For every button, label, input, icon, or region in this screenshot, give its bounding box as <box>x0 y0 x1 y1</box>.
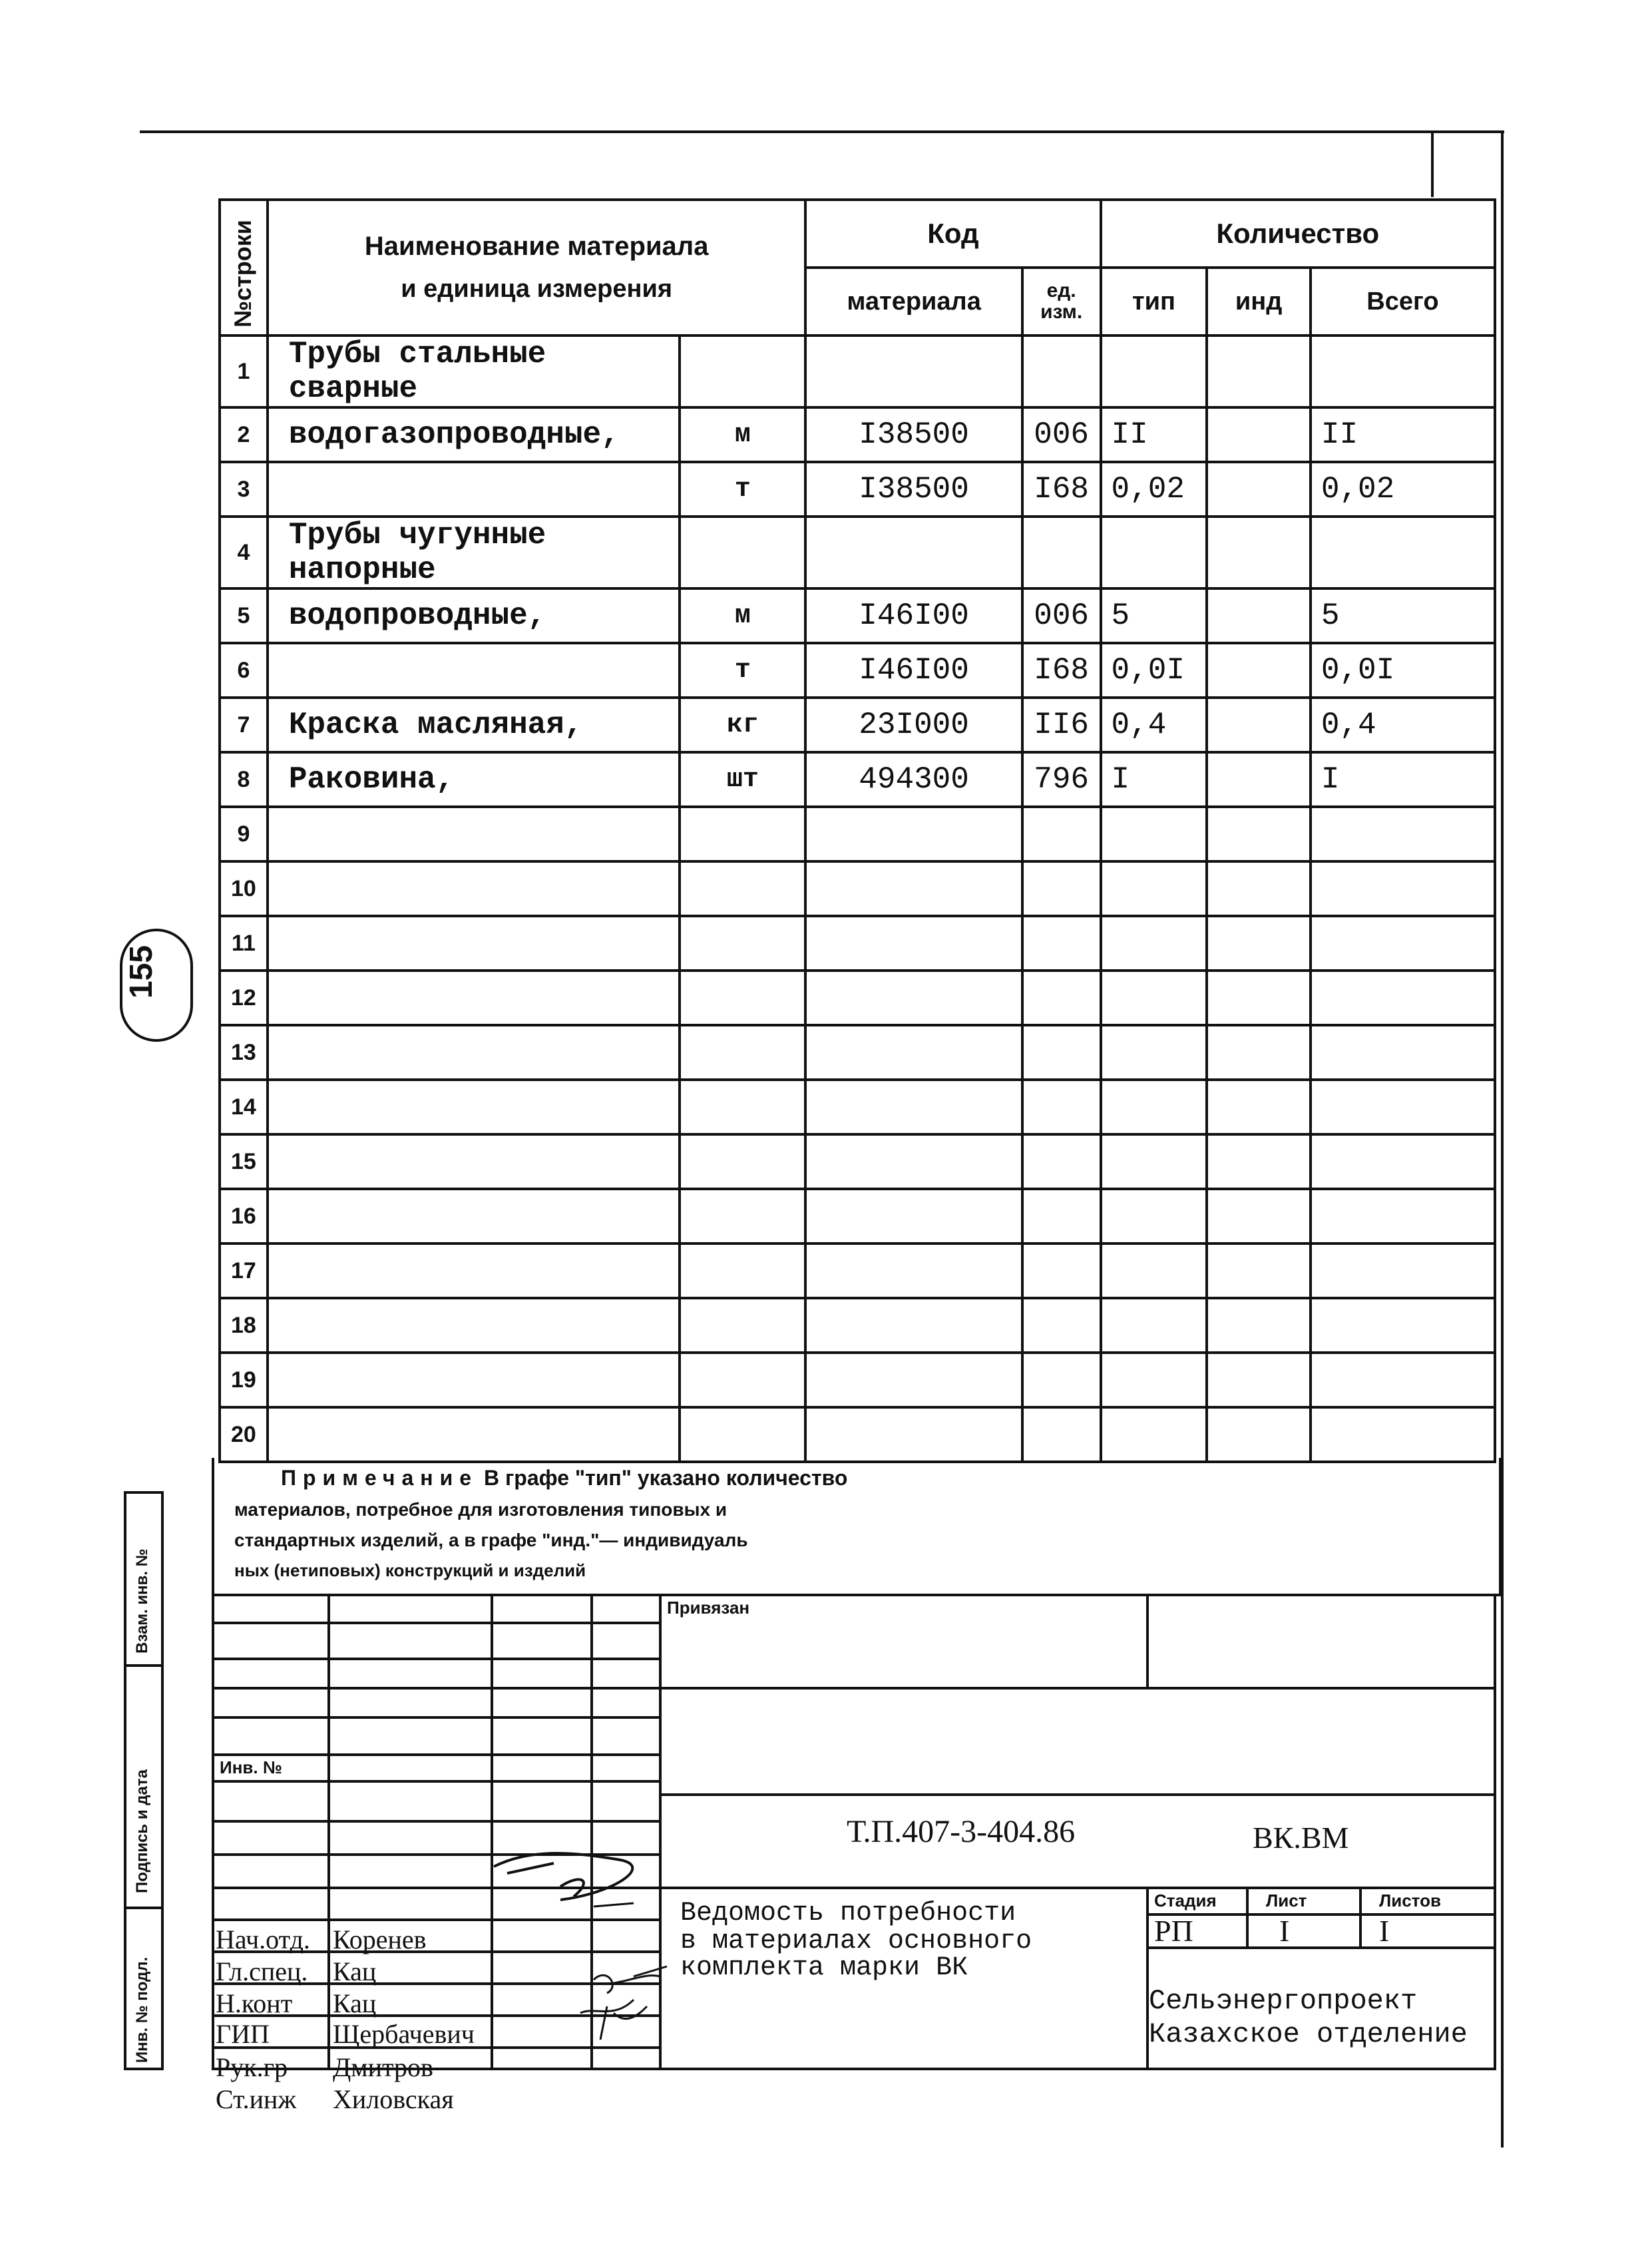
row-qty-type <box>1101 861 1207 916</box>
row-qty-ind <box>1207 807 1311 861</box>
table-row <box>220 1025 1495 1080</box>
row-unit-code <box>1022 807 1101 861</box>
signer-role: Нач.отд. <box>216 1924 310 1954</box>
row-unit-code <box>1022 1080 1101 1134</box>
row-qty-type <box>1101 1407 1207 1462</box>
row-unit <box>680 1353 805 1407</box>
row-unit: шт <box>680 752 805 807</box>
row-qty-type <box>1101 336 1207 407</box>
row-qty-ind <box>1207 1189 1311 1243</box>
row-qty-type <box>1101 1134 1207 1189</box>
row-qty-ind <box>1207 1407 1311 1462</box>
row-material-code <box>805 1298 1022 1353</box>
table-row <box>220 336 1495 407</box>
row-name <box>268 1025 680 1080</box>
signer-role: Гл.спец. <box>216 1956 308 1986</box>
table-row <box>220 517 1495 588</box>
row-number: 2 <box>220 407 268 462</box>
row-qty-type <box>1101 1189 1207 1243</box>
row-material-code <box>805 807 1022 861</box>
inv-no-label: Инв. № <box>220 1757 282 1777</box>
doc-title-2: в материалах основного <box>680 1926 1032 1956</box>
row-qty-type <box>1101 807 1207 861</box>
row-material-code <box>805 1407 1022 1462</box>
table-row <box>220 1189 1495 1243</box>
row-name <box>268 643 680 698</box>
table-row <box>220 807 1495 861</box>
row-material-code <box>805 971 1022 1025</box>
row-name <box>268 1189 680 1243</box>
col-code-header: Код <box>805 200 1100 268</box>
table-row <box>220 1134 1495 1189</box>
row-unit <box>680 517 805 588</box>
row-qty-type <box>1101 1243 1207 1298</box>
row-material-code: 23I000 <box>805 698 1022 752</box>
note-lead: Примечание <box>281 1466 479 1490</box>
row-unit <box>680 1407 805 1462</box>
col-qty-type-header: тип <box>1101 268 1207 336</box>
row-unit-code: 796 <box>1022 752 1101 807</box>
signer-name: Дмитров <box>333 2052 433 2082</box>
row-material-code: I38500 <box>805 407 1022 462</box>
signer-name: Кац <box>333 1956 377 1986</box>
row-number: 5 <box>220 588 268 643</box>
row-material-code: I38500 <box>805 462 1022 517</box>
signer-name: Коренев <box>333 1924 427 1954</box>
page-number: 155 <box>120 929 193 1042</box>
row-name: Трубы стальные сварные <box>268 336 680 407</box>
row-material-code <box>805 336 1022 407</box>
col-num-header: №строки <box>220 200 268 336</box>
sheet-value: I <box>1279 1914 1290 1948</box>
row-qty-total <box>1311 517 1495 588</box>
row-qty-ind <box>1207 462 1311 517</box>
row-number: 7 <box>220 698 268 752</box>
row-qty-type: 5 <box>1101 588 1207 643</box>
row-unit-code <box>1022 1243 1101 1298</box>
row-unit-code <box>1022 1189 1101 1243</box>
row-number: 9 <box>220 807 268 861</box>
row-qty-ind <box>1207 861 1311 916</box>
signer-role: Н.конт <box>216 1988 293 2018</box>
row-number: 14 <box>220 1080 268 1134</box>
table-row <box>220 1407 1495 1462</box>
side-strip <box>124 1491 164 2070</box>
row-qty-type: 0,0I <box>1101 643 1207 698</box>
table-row <box>220 462 1495 517</box>
row-material-code <box>805 517 1022 588</box>
row-unit <box>680 1189 805 1243</box>
row-qty-type <box>1101 1298 1207 1353</box>
row-number: 19 <box>220 1353 268 1407</box>
row-material-code <box>805 916 1022 971</box>
table-row <box>220 698 1495 752</box>
signer-name: Щербачевич <box>333 2019 475 2049</box>
row-qty-ind <box>1207 1080 1311 1134</box>
note-line-2: материалов, потребное для изготовления типовых и <box>234 1499 727 1520</box>
row-name <box>268 861 680 916</box>
row-qty-total <box>1311 1189 1495 1243</box>
sheets-value: I <box>1379 1914 1390 1948</box>
row-qty-type: I <box>1101 752 1207 807</box>
row-unit <box>680 1080 805 1134</box>
row-material-code <box>805 861 1022 916</box>
row-material-code <box>805 1189 1022 1243</box>
row-name <box>268 1353 680 1407</box>
row-qty-type <box>1101 916 1207 971</box>
row-name: водогазопроводные, <box>268 407 680 462</box>
row-unit <box>680 1298 805 1353</box>
row-unit-code <box>1022 1025 1101 1080</box>
row-qty-ind <box>1207 1134 1311 1189</box>
row-unit: т <box>680 643 805 698</box>
row-unit-code <box>1022 1134 1101 1189</box>
org-name-2: Казахское отделение <box>1149 2018 1468 2050</box>
row-unit <box>680 336 805 407</box>
col-code-material-header: материала <box>805 268 1022 336</box>
row-name: Раковина, <box>268 752 680 807</box>
side-vzam: Взам. инв. № <box>133 1548 151 1654</box>
signer-name: Кац <box>333 1988 377 2018</box>
right-frame-line <box>1501 130 1504 2147</box>
row-qty-ind <box>1207 752 1311 807</box>
row-number: 3 <box>220 462 268 517</box>
row-qty-total <box>1311 1407 1495 1462</box>
row-qty-total: 5 <box>1311 588 1495 643</box>
row-qty-total <box>1311 336 1495 407</box>
table-row <box>220 643 1495 698</box>
row-number: 1 <box>220 336 268 407</box>
row-unit: т <box>680 462 805 517</box>
row-qty-type <box>1101 971 1207 1025</box>
row-qty-ind <box>1207 407 1311 462</box>
row-unit: кг <box>680 698 805 752</box>
row-qty-ind <box>1207 517 1311 588</box>
row-material-code <box>805 1134 1022 1189</box>
privyazan-label: Привязан <box>667 1598 750 1618</box>
doc-title-1: Ведомость потребности <box>680 1899 1016 1928</box>
col-code-unit-header: ед. изм. <box>1022 268 1101 336</box>
doc-code: Т.П.407-3-404.86 <box>847 1814 1076 1849</box>
row-name: водопроводные, <box>268 588 680 643</box>
row-material-code <box>805 1025 1022 1080</box>
doc-title-3: комплекта марки ВК <box>680 1953 968 1983</box>
row-qty-total <box>1311 1243 1495 1298</box>
table-row <box>220 1353 1495 1407</box>
org-name-1: Сельэнергопроект <box>1149 1985 1418 2017</box>
row-qty-ind <box>1207 1243 1311 1298</box>
row-name: Трубы чугунные напорные <box>268 517 680 588</box>
table-row <box>220 861 1495 916</box>
row-unit-code <box>1022 916 1101 971</box>
row-qty-ind <box>1207 1353 1311 1407</box>
table-row <box>220 1080 1495 1134</box>
row-qty-ind <box>1207 916 1311 971</box>
row-material-code <box>805 1353 1022 1407</box>
row-material-code <box>805 1080 1022 1134</box>
row-qty-total: 0,02 <box>1311 462 1495 517</box>
materials-table <box>218 198 1496 1463</box>
row-number: 4 <box>220 517 268 588</box>
row-unit: м <box>680 407 805 462</box>
row-qty-type: 0,4 <box>1101 698 1207 752</box>
row-name <box>268 1134 680 1189</box>
row-qty-total: 0,4 <box>1311 698 1495 752</box>
row-qty-ind <box>1207 336 1311 407</box>
row-qty-type <box>1101 517 1207 588</box>
row-qty-ind <box>1207 588 1311 643</box>
row-qty-total <box>1311 807 1495 861</box>
row-unit-code: I68 <box>1022 643 1101 698</box>
row-name <box>268 807 680 861</box>
row-qty-total <box>1311 1298 1495 1353</box>
row-number: 8 <box>220 752 268 807</box>
row-unit: м <box>680 588 805 643</box>
row-material-code: I46I00 <box>805 643 1022 698</box>
note-line-1 <box>281 1466 847 1490</box>
col-qty-ind-header: инд <box>1207 268 1311 336</box>
row-qty-ind <box>1207 698 1311 752</box>
row-qty-ind <box>1207 1298 1311 1353</box>
row-name <box>268 971 680 1025</box>
row-name <box>268 1298 680 1353</box>
row-unit-code <box>1022 1407 1101 1462</box>
row-unit-code: I68 <box>1022 462 1101 517</box>
row-material-code: I46I00 <box>805 588 1022 643</box>
row-number: 10 <box>220 861 268 916</box>
row-qty-total <box>1311 1353 1495 1407</box>
stage-label: Стадия <box>1154 1891 1217 1911</box>
row-number: 17 <box>220 1243 268 1298</box>
top-border-line <box>140 130 1504 133</box>
table-row <box>220 916 1495 971</box>
row-qty-ind <box>1207 1025 1311 1080</box>
col-name-header: Наименование материала и единица измерения <box>268 200 806 336</box>
row-qty-total <box>1311 1025 1495 1080</box>
row-unit-code <box>1022 336 1101 407</box>
row-number: 18 <box>220 1298 268 1353</box>
side-podpis: Подпись и дата <box>133 1769 151 1893</box>
side-inv-podl: Инв. № подл. <box>133 1956 151 2063</box>
row-unit-code <box>1022 1298 1101 1353</box>
row-qty-total <box>1311 861 1495 916</box>
row-name <box>268 1243 680 1298</box>
row-unit-code <box>1022 971 1101 1025</box>
row-qty-total: II <box>1311 407 1495 462</box>
stage-value: РП <box>1154 1914 1193 1948</box>
note-box <box>212 1458 1502 1596</box>
row-unit <box>680 916 805 971</box>
row-unit <box>680 1134 805 1189</box>
row-number: 13 <box>220 1025 268 1080</box>
sheets-label: Листов <box>1379 1891 1441 1911</box>
row-unit <box>680 807 805 861</box>
row-unit <box>680 1243 805 1298</box>
note-text-1: В графе "тип" указано количество <box>483 1466 848 1490</box>
signature-scribbles <box>481 1847 747 2060</box>
note-line-4: ных (нетиповых) конструкций и изделий <box>234 1560 586 1580</box>
row-unit-code <box>1022 861 1101 916</box>
doc-mark: ВК.ВМ <box>1253 1821 1349 1855</box>
row-qty-type <box>1101 1080 1207 1134</box>
row-unit <box>680 861 805 916</box>
row-qty-ind <box>1207 643 1311 698</box>
table-row <box>220 1298 1495 1353</box>
corner-tick <box>1431 130 1434 197</box>
row-number: 15 <box>220 1134 268 1189</box>
table-row <box>220 407 1495 462</box>
row-material-code <box>805 1243 1022 1298</box>
row-qty-total: I <box>1311 752 1495 807</box>
row-name <box>268 462 680 517</box>
row-unit-code <box>1022 1353 1101 1407</box>
table-row <box>220 971 1495 1025</box>
row-name <box>268 1407 680 1462</box>
row-unit-code: 006 <box>1022 407 1101 462</box>
signer-role: Ст.инж <box>216 2084 297 2114</box>
row-material-code: 494300 <box>805 752 1022 807</box>
row-number: 6 <box>220 643 268 698</box>
signer-name: Хиловская <box>333 2084 454 2114</box>
table-row <box>220 588 1495 643</box>
row-qty-total: 0,0I <box>1311 643 1495 698</box>
row-number: 12 <box>220 971 268 1025</box>
note-line-3: стандартных изделий, а в графе "инд."— индивидуаль <box>234 1530 748 1550</box>
table-row <box>220 1243 1495 1298</box>
row-qty-total <box>1311 971 1495 1025</box>
row-qty-type <box>1101 1025 1207 1080</box>
row-number: 16 <box>220 1189 268 1243</box>
row-qty-total <box>1311 1134 1495 1189</box>
signer-role: ГИП <box>216 2019 270 2049</box>
row-qty-type: II <box>1101 407 1207 462</box>
col-qty-total-header: Всего <box>1311 268 1495 336</box>
sheet-label: Лист <box>1266 1891 1307 1911</box>
row-name <box>268 916 680 971</box>
row-number: 20 <box>220 1407 268 1462</box>
row-unit-code: 006 <box>1022 588 1101 643</box>
signer-role: Рук.гр <box>216 2052 288 2082</box>
row-qty-ind <box>1207 971 1311 1025</box>
row-unit-code: II6 <box>1022 698 1101 752</box>
col-qty-header: Количество <box>1101 200 1495 268</box>
row-name <box>268 1080 680 1134</box>
row-unit <box>680 971 805 1025</box>
row-qty-type: 0,02 <box>1101 462 1207 517</box>
row-unit <box>680 1025 805 1080</box>
row-qty-total <box>1311 916 1495 971</box>
row-qty-type <box>1101 1353 1207 1407</box>
row-qty-total <box>1311 1080 1495 1134</box>
row-number: 11 <box>220 916 268 971</box>
table-row <box>220 752 1495 807</box>
title-block <box>212 1594 1496 2114</box>
row-unit-code <box>1022 517 1101 588</box>
row-name: Краска масляная, <box>268 698 680 752</box>
